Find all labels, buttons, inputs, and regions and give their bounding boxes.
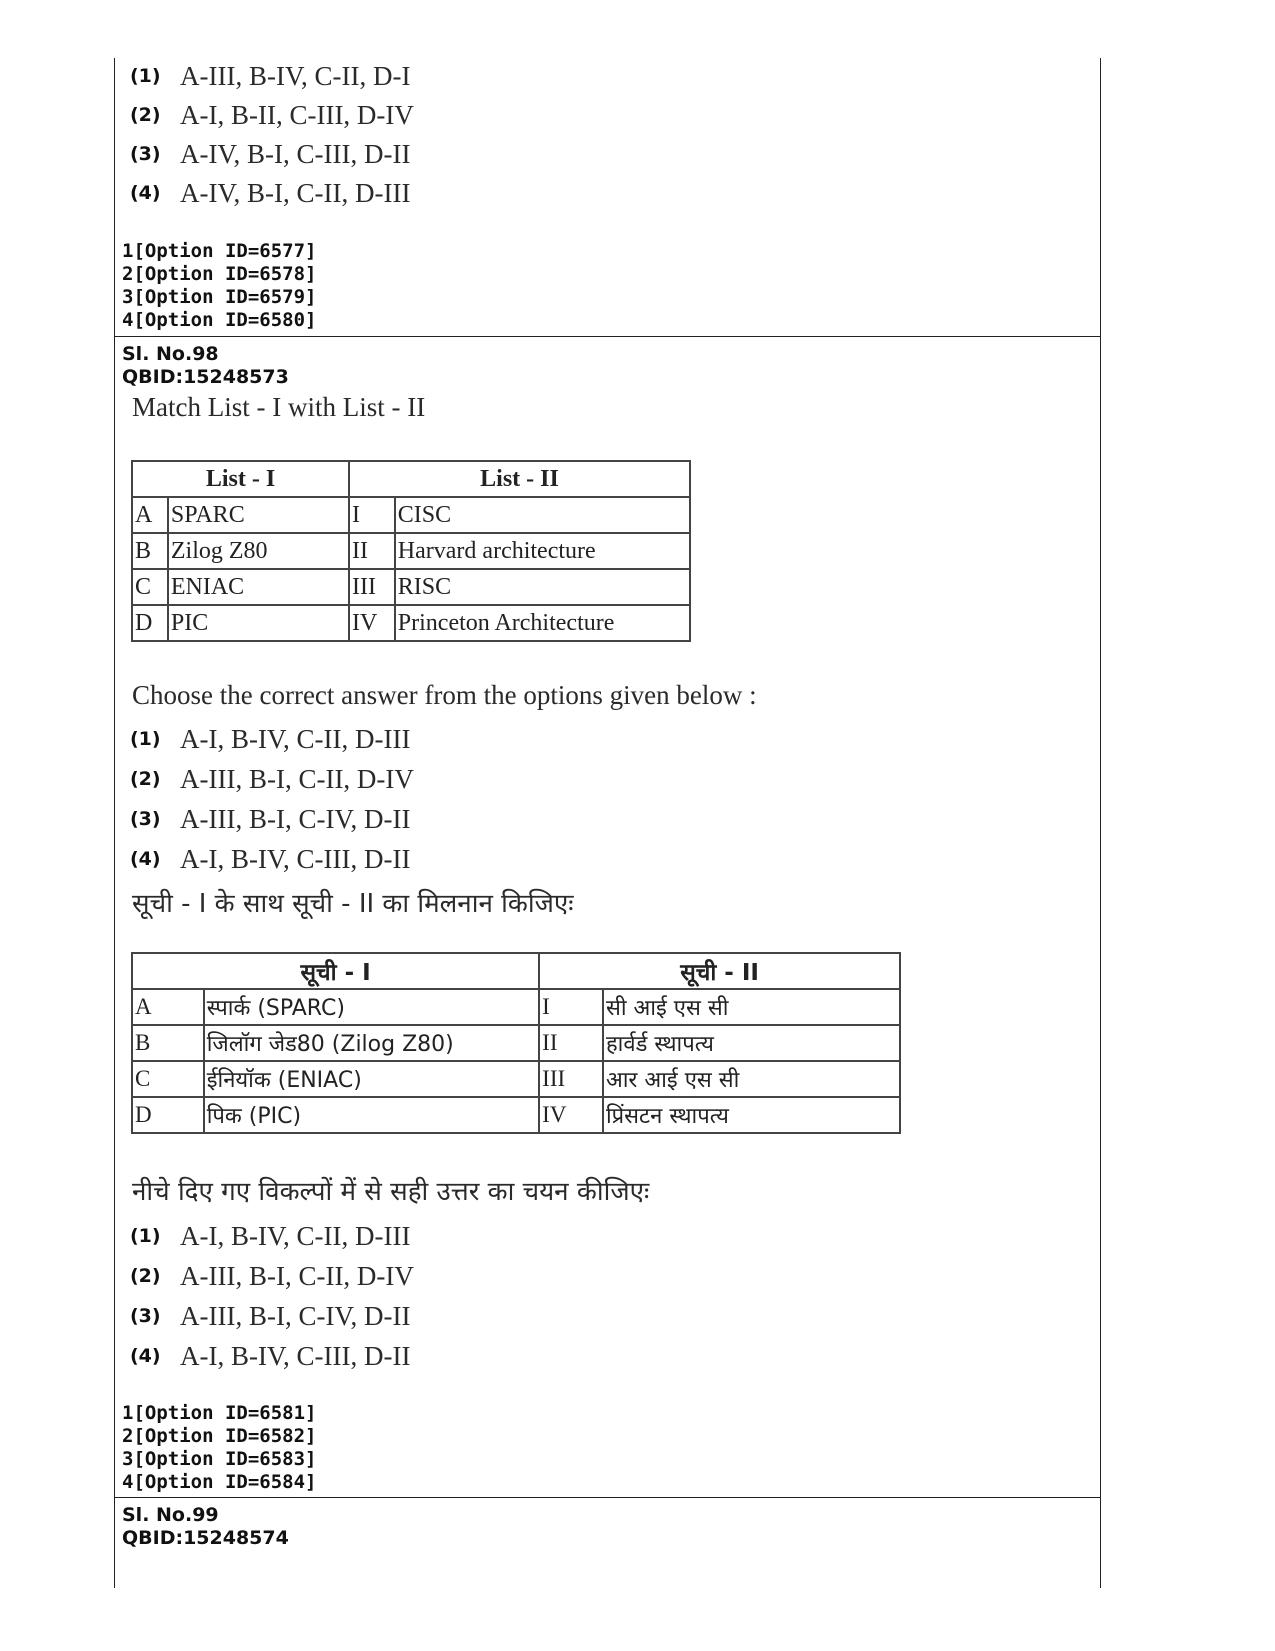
- list-1-header: सूची - I: [132, 953, 539, 989]
- choose-instruction-english: Choose the correct answer from the options given below :: [132, 680, 757, 710]
- list-1-key: D: [132, 605, 168, 641]
- option-4-english: [130, 841, 410, 877]
- option-1-english: [130, 721, 410, 757]
- list-1-item: SPARC: [168, 497, 349, 533]
- option-text: A-I, B-IV, C-III, D-II: [180, 1340, 411, 1371]
- question-stem-english: Match List - I with List - II: [132, 392, 426, 422]
- table-row: [132, 1025, 900, 1061]
- option-3-hindi: [130, 1298, 410, 1334]
- list-1-key: A: [132, 989, 204, 1025]
- list-1-item: Zilog Z80: [168, 533, 349, 569]
- option-1-hindi: [130, 1218, 410, 1254]
- option-text: A-I, B-II, C-III, D-IV: [180, 99, 414, 130]
- question-stem-hindi: सूची - I के साथ सूची - II का मिलनान किजिएः: [132, 889, 574, 919]
- table-row: [132, 569, 690, 605]
- option-number: (1): [130, 728, 161, 750]
- section-divider: [114, 1497, 1101, 1498]
- option-text: A-IV, B-I, C-II, D-III: [180, 177, 411, 208]
- option-number: (3): [130, 1305, 161, 1327]
- option-number: (3): [130, 143, 161, 165]
- table-row: [132, 605, 690, 641]
- option-id: 2[Option ID=6578]: [122, 263, 317, 285]
- table-row: [132, 989, 900, 1025]
- list-1-key: C: [132, 569, 168, 605]
- list-1-item: जिलॉग जेड80 (Zilog Z80): [204, 1025, 539, 1061]
- list-2-header: List - II: [349, 461, 690, 497]
- list-2-key: IV: [349, 605, 395, 641]
- list-2-item: प्रिंसटन स्थापत्य: [603, 1097, 900, 1133]
- option-2-hindi: [130, 1258, 414, 1294]
- option-number: (3): [130, 808, 161, 830]
- list-1-header: List - I: [132, 461, 349, 497]
- option-number: (4): [130, 182, 161, 204]
- option-number: (2): [130, 104, 161, 126]
- list-2-key: III: [349, 569, 395, 605]
- list-1-key: D: [132, 1097, 204, 1133]
- option-text: A-IV, B-I, C-III, D-II: [180, 138, 411, 169]
- option-id: 3[Option ID=6579]: [122, 286, 317, 308]
- option-number: (1): [130, 1225, 161, 1247]
- list-1-item: पिक (PIC): [204, 1097, 539, 1133]
- section-divider: [114, 336, 1101, 337]
- list-1-key: B: [132, 1025, 204, 1061]
- table-row: [132, 497, 690, 533]
- option-number: (2): [130, 768, 161, 790]
- list-2-item: आर आई एस सी: [603, 1061, 900, 1097]
- list-1-item: ईनियॉक (ENIAC): [204, 1061, 539, 1097]
- q99-header: [122, 1504, 289, 1550]
- list-2-item: RISC: [395, 569, 690, 605]
- option-3-english: [130, 801, 410, 837]
- list-2-key: I: [349, 497, 395, 533]
- option-text: A-III, B-I, C-II, D-IV: [180, 1260, 414, 1291]
- list-1-key: A: [132, 497, 168, 533]
- list-1-key: B: [132, 533, 168, 569]
- list-1-item: स्पार्क (SPARC): [204, 989, 539, 1025]
- option-number: (4): [130, 1345, 161, 1367]
- option-id: 1[Option ID=6581]: [122, 1402, 317, 1424]
- question-bank-id: QBID:15248574: [122, 1527, 289, 1549]
- prev-option-ids: [122, 240, 316, 332]
- q98-header: [122, 343, 289, 389]
- option-text: A-III, B-I, C-IV, D-II: [180, 1300, 411, 1331]
- list-1-item: ENIAC: [168, 569, 349, 605]
- list-2-header: सूची - II: [539, 953, 900, 989]
- list-2-item: हार्वर्ड स्थापत्य: [603, 1025, 900, 1061]
- option-id: 2[Option ID=6582]: [122, 1425, 317, 1447]
- option-text: A-III, B-I, C-IV, D-II: [180, 803, 411, 834]
- choose-instruction-hindi: नीचे दिए गए विकल्पों में से सही उत्तर का चयन कीजिएः: [132, 1177, 650, 1207]
- serial-number: Sl. No.98: [122, 343, 219, 365]
- list-2-item: Harvard architecture: [395, 533, 690, 569]
- prev-option-1: [130, 58, 410, 94]
- list-2-key: II: [539, 1025, 603, 1061]
- prev-option-3: [130, 136, 410, 172]
- option-id: 4[Option ID=6580]: [122, 309, 317, 331]
- table-row: [132, 533, 690, 569]
- list-2-key: III: [539, 1061, 603, 1097]
- option-number: (4): [130, 848, 161, 870]
- option-text: A-I, B-IV, C-II, D-III: [180, 723, 411, 754]
- list-2-key: II: [349, 533, 395, 569]
- option-2-english: [130, 761, 414, 797]
- match-table-hindi: [131, 952, 901, 1134]
- serial-number: Sl. No.99: [122, 1504, 219, 1526]
- option-id: 4[Option ID=6584]: [122, 1471, 317, 1493]
- table-row: [132, 1097, 900, 1133]
- option-id: 3[Option ID=6583]: [122, 1448, 317, 1470]
- option-id: 1[Option ID=6577]: [122, 240, 317, 262]
- option-4-hindi: [130, 1338, 410, 1374]
- list-2-item: Princeton Architecture: [395, 605, 690, 641]
- option-text: A-I, B-IV, C-II, D-III: [180, 1220, 411, 1251]
- list-2-item: CISC: [395, 497, 690, 533]
- q98-option-ids: [122, 1402, 316, 1494]
- option-text: A-I, B-IV, C-III, D-II: [180, 843, 411, 874]
- list-2-key: IV: [539, 1097, 603, 1133]
- list-1-key: C: [132, 1061, 204, 1097]
- option-number: (2): [130, 1265, 161, 1287]
- option-text: A-III, B-IV, C-II, D-I: [180, 60, 411, 91]
- prev-option-2: [130, 97, 414, 133]
- list-2-item: सी आई एस सी: [603, 989, 900, 1025]
- option-text: A-III, B-I, C-II, D-IV: [180, 763, 414, 794]
- prev-option-4: [130, 175, 410, 211]
- table-row: [132, 1061, 900, 1097]
- question-bank-id: QBID:15248573: [122, 366, 289, 388]
- option-number: (1): [130, 65, 161, 87]
- list-1-item: PIC: [168, 605, 349, 641]
- list-2-key: I: [539, 989, 603, 1025]
- match-table-english: [131, 460, 691, 642]
